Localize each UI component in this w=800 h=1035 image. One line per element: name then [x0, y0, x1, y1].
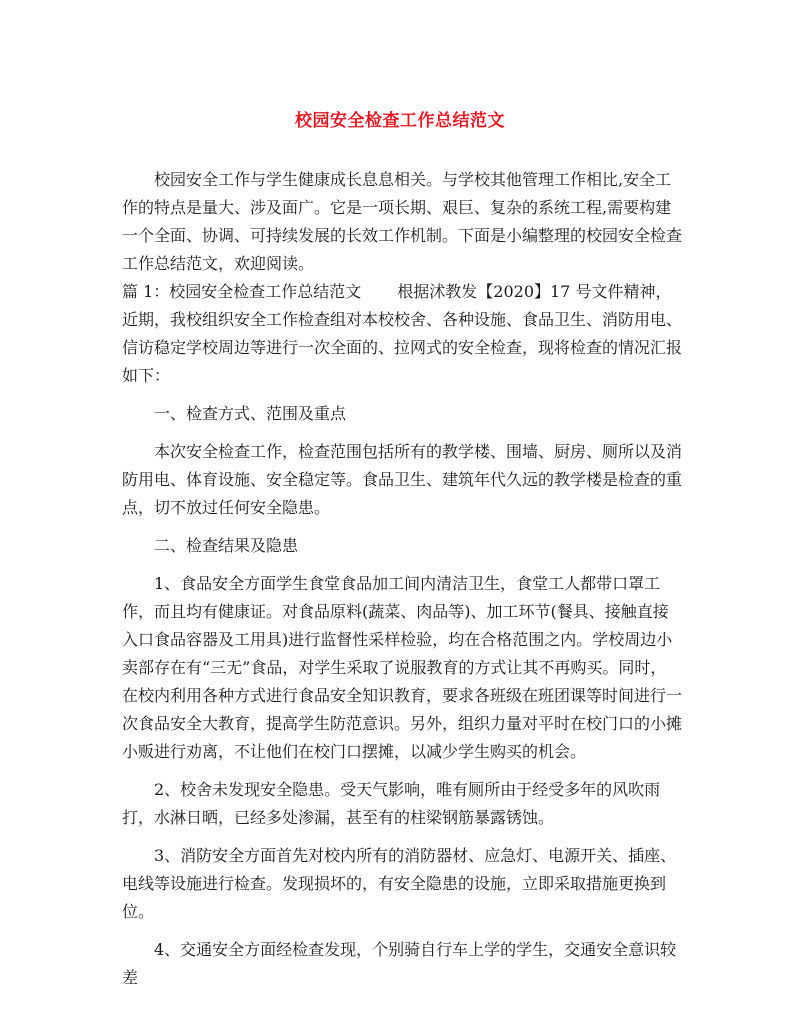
section1-heading: 一、检查方式、范围及重点: [154, 404, 347, 423]
article-paragraph: [122, 278, 682, 390]
document-body: [122, 166, 682, 992]
article-label: 篇 1：校园安全检查工作总结范文: [122, 282, 362, 301]
intro-paragraph: 校园安全工作与学生健康成长息息相关。与学校其他管理工作相比,安全工作的特点是量大、涉及面广。它是一项长期、艰巨、复杂的系统工程,需要构建一个全面、协调、可持续发展的长效工作机制。下面是小编整理的校园安全检查工作总结范文，欢迎阅读。: [122, 170, 683, 273]
item-4-paragraph: 4、交通安全方面经检查发现，个别骑自行车上学的学生，交通安全意识较差: [122, 940, 677, 987]
document-title: 校园安全检查工作总结范文: [295, 111, 505, 131]
article-lead: 根据沭教发【2020】17 号文件精神，近期，我校组织安全工作检查组对本校校舍、各种设施、食品卫生、消防用电、信访稳定学校周边等进行一次全面的、拉网式的安全检查，现将检查的情况汇报如下：: [122, 282, 683, 385]
item-3-paragraph: 3、消防安全方面首先对校内所有的消防器材、应急灯、电源开关、插座、电线等设施进行检查。发现损坏的，有安全隐患的设施，立即采取措施更换到位。: [122, 846, 677, 921]
item-1-paragraph: 1、食品安全方面学生食堂食品加工间内清洁卫生，食堂工人都带口罩工作，而且均有健康证。对食品原料(蔬菜、肉品等)、加工环节(餐具、接触直接入口食品容器及工用具)进行监督性采样检验，均在合格范围之内。学校周边小卖部存在有“三无”食品，对学生采取了说服教育的方式让其不再购买。同时，在校内利用各种方式进行食品安全知识教育，要求各班级在班团课等时间进行一次食品安全大教育，提高学生防范意识。另外，组织力量对平时在校门口的小摊小贩进行劝离，不让他们在校门口摆摊，以减少学生购买的机会。: [122, 574, 683, 761]
section1-text: 本次安全检查工作，检查范围包括所有的教学楼、围墙、厨房、厕所以及消防用电、体育设施、安全稳定等。食品卫生、建筑年代久远的教学楼是检查的重点，切不放过任何安全隐患。: [122, 442, 683, 517]
section2-heading: 二、检查结果及隐患: [154, 536, 299, 555]
item-2-paragraph: 2、校舍未发现安全隐患。受天气影响，唯有厕所由于经受多年的风吹雨打，水淋日晒，已经多处渗漏，甚至有的柱梁钢筋暴露锈蚀。: [122, 780, 661, 827]
